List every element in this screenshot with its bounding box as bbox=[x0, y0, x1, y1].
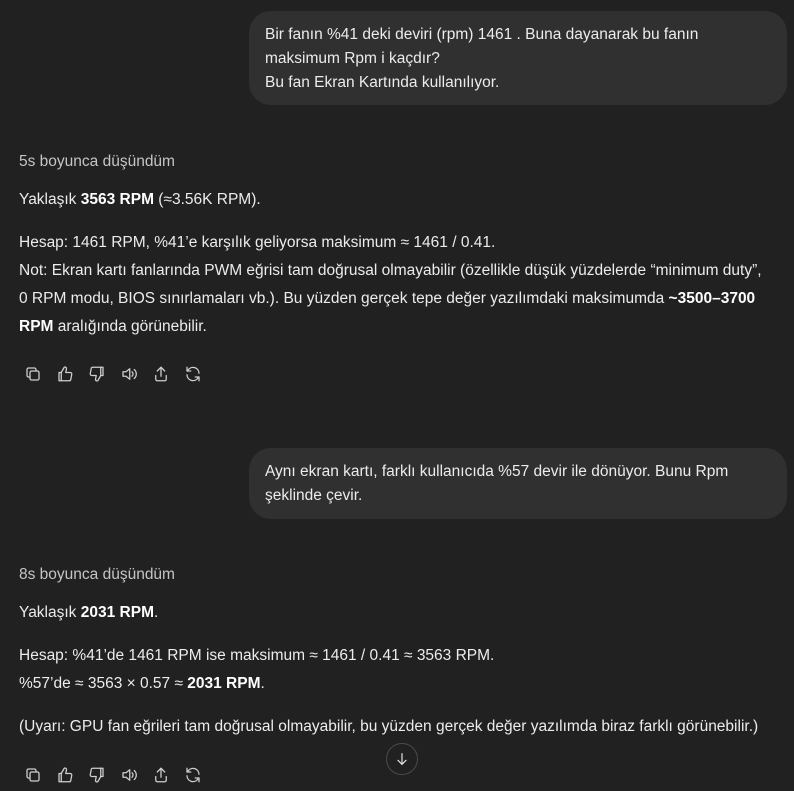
thumbs-down-icon bbox=[88, 365, 106, 383]
note-line bbox=[19, 285, 789, 313]
note-text: 0 RPM modu, BIOS sınırlamaları vb.). Bu yüzden gerçek tepe değer yazılımdaki maksimumda bbox=[19, 290, 669, 307]
note-text: aralığında görünebilir. bbox=[53, 318, 207, 335]
user-message-2 bbox=[249, 448, 787, 519]
message-actions-1 bbox=[19, 360, 207, 388]
calc-line: Hesap: %41’de 1461 RPM ise maksimum ≈ 1461 / 0.41 ≈ 3563 RPM. bbox=[19, 647, 495, 664]
speaker-icon bbox=[120, 365, 138, 383]
answer-text: (≈3.56K RPM). bbox=[153, 191, 261, 208]
copy-icon bbox=[24, 365, 42, 383]
copy-button[interactable] bbox=[19, 360, 47, 388]
assistant-message-2 bbox=[19, 561, 789, 741]
user-message-1 bbox=[249, 11, 787, 105]
answer-value: 2031 RPM bbox=[80, 604, 154, 621]
regenerate-button[interactable] bbox=[179, 761, 207, 789]
answer-text: Yaklaşık bbox=[19, 604, 81, 621]
thought-duration-toggle[interactable]: 5s boyunca düşündüm bbox=[19, 153, 175, 170]
thumbs-down-button[interactable] bbox=[83, 761, 111, 789]
thumbs-up-button[interactable] bbox=[51, 761, 79, 789]
thumbs-down-icon bbox=[88, 766, 106, 784]
calc-line bbox=[19, 670, 789, 698]
answer-text: . bbox=[153, 604, 159, 621]
copy-button[interactable] bbox=[19, 761, 47, 789]
thumbs-up-button[interactable] bbox=[51, 360, 79, 388]
regenerate-icon bbox=[184, 365, 202, 383]
user-message-line: maksimum Rpm i kaçdır? bbox=[265, 50, 440, 67]
thought-duration-toggle[interactable]: 8s boyunca düşündüm bbox=[19, 566, 175, 583]
thumbs-up-icon bbox=[56, 365, 74, 383]
warning-line: (Uyarı: GPU fan eğrileri tam doğrusal olmayabilir, bu yüzden gerçek değer yazılımda biraz farklı görünebilir.) bbox=[19, 718, 759, 735]
answer-line bbox=[19, 186, 789, 214]
copy-icon bbox=[24, 766, 42, 784]
regenerate-button[interactable] bbox=[179, 360, 207, 388]
speaker-icon bbox=[120, 766, 138, 784]
read-aloud-button[interactable] bbox=[115, 360, 143, 388]
thumbs-up-icon bbox=[56, 766, 74, 784]
answer-line bbox=[19, 599, 789, 627]
answer-text: Yaklaşık bbox=[19, 191, 81, 208]
note-line: Not: Ekran kartı fanlarında PWM eğrisi tam doğrusal olmayabilir (özellikle düşük yüzdelerde “minimum duty”, bbox=[19, 262, 762, 279]
note-range: ~3500–3700 bbox=[668, 290, 756, 307]
note-line bbox=[19, 313, 789, 341]
calc-text: %57’de ≈ 3563 × 0.57 ≈ bbox=[19, 675, 188, 692]
scroll-to-bottom-button[interactable] bbox=[386, 743, 418, 775]
user-message-line: Bu fan Ekran Kartında kullanılıyor. bbox=[265, 74, 500, 91]
note-unit: RPM bbox=[19, 318, 54, 335]
assistant-message-1 bbox=[19, 148, 789, 341]
share-icon bbox=[152, 766, 170, 784]
user-message-line: şeklinde çevir. bbox=[265, 487, 363, 504]
arrow-down-icon bbox=[394, 751, 410, 767]
message-actions-2 bbox=[19, 761, 207, 789]
regenerate-icon bbox=[184, 766, 202, 784]
calc-line: Hesap: 1461 RPM, %41’e karşılık geliyorsa maksimum ≈ 1461 / 0.41. bbox=[19, 234, 496, 251]
calc-result: 2031 RPM bbox=[187, 675, 261, 692]
share-button[interactable] bbox=[147, 761, 175, 789]
read-aloud-button[interactable] bbox=[115, 761, 143, 789]
share-button[interactable] bbox=[147, 360, 175, 388]
user-message-line: Bir fanın %41 deki deviri (rpm) 1461 . Buna dayanarak bu fanın bbox=[265, 26, 699, 43]
answer-value: 3563 RPM bbox=[80, 191, 154, 208]
thumbs-down-button[interactable] bbox=[83, 360, 111, 388]
share-icon bbox=[152, 365, 170, 383]
calc-text: . bbox=[260, 675, 265, 692]
user-message-line: Aynı ekran kartı, farklı kullanıcıda %57 devir ile dönüyor. Bunu Rpm bbox=[265, 463, 729, 480]
